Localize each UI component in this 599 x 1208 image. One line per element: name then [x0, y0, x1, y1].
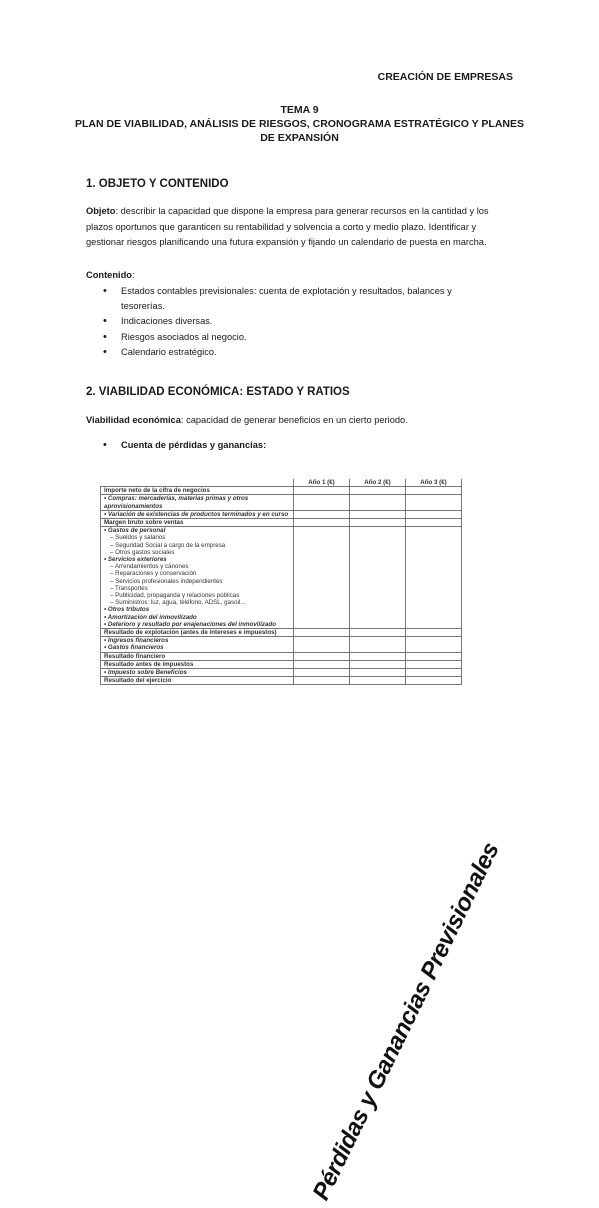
row-label: – Arrendamientos y cánones	[110, 563, 189, 571]
objeto-label: Objeto	[86, 206, 116, 216]
contenido-label: Contenido	[86, 270, 132, 280]
pyg-table	[100, 479, 462, 685]
table-row	[101, 495, 462, 510]
row-label: – Publicidad, propaganda y relaciones públicas	[110, 592, 240, 600]
column-header: Año 2 (€)	[350, 479, 406, 487]
row-label: Resultado del ejercicio	[101, 677, 294, 685]
column-header: Año 1 (€)	[294, 479, 350, 487]
table-row	[101, 660, 462, 668]
row-label: Resultado antes de impuestos	[101, 660, 294, 668]
row-label: • Impuesto sobre Beneficios	[101, 669, 294, 677]
table-row	[101, 677, 462, 685]
table-row	[101, 510, 462, 518]
pyg-table-image	[100, 479, 505, 1205]
table-header-row	[101, 479, 462, 487]
tema-heading	[0, 103, 599, 145]
row-label: Resultado de explotación (antes de intereses e impuestos)	[101, 629, 294, 637]
table-row	[101, 629, 462, 637]
contenido-colon: :	[131, 270, 135, 280]
viabilidad-text: : capacidad de generar beneficios en un cierto periodo.	[180, 415, 408, 425]
row-label: • Deterioro y resultado por enajenaciones del inmovilizado	[104, 620, 277, 628]
list-item	[103, 438, 503, 453]
row-label: • Amortización del inmovilizado	[104, 613, 197, 621]
row-group	[101, 527, 294, 629]
row-label: – Reparaciones y conservación	[110, 570, 197, 578]
course-header: CREACIÓN DE EMPRESAS	[377, 71, 513, 83]
tema-number: TEMA 9	[280, 104, 319, 116]
row-label: • Otros tributos	[104, 606, 150, 614]
row-label: • Servicios exteriores	[104, 556, 167, 564]
table-row	[101, 519, 462, 527]
pyg-stamp-text: Pérdidas y Ganancias Previsionales	[307, 838, 505, 1205]
viabilidad-label: Viabilidad económica	[86, 415, 181, 425]
list-item: • Riesgos asociados al negocio.	[103, 330, 503, 345]
contenido-label-line	[86, 268, 516, 284]
row-label: – Sueldos y salarios	[110, 534, 166, 542]
cuenta-pyg-label: Cuenta de pérdidas y ganancias:	[121, 440, 267, 450]
section2-list	[103, 438, 503, 453]
tema-title-line2: DE EXPANSIÓN	[260, 132, 339, 144]
row-label: Importe neto de la cifra de negocios	[101, 487, 294, 495]
table-row	[101, 637, 462, 652]
row-label: Margen bruto sobre ventas	[101, 519, 294, 527]
row-label: – Otros gastos sociales	[110, 548, 175, 556]
section2-heading: 2. VIABILIDAD ECONÓMICA: ESTADO Y RATIOS	[86, 386, 350, 398]
row-label: – Seguridad Social a cargo de la empresa	[110, 541, 226, 549]
row-label: • Gastos de personal	[104, 527, 166, 535]
row-label: – Suministros: luz, agua, teléfono, ADSL, gasoil...	[110, 599, 246, 607]
contenido-list	[103, 284, 503, 360]
tema-title-line1: PLAN DE VIABILIDAD, ANÁLISIS DE RIESGOS, CRONOGRAMA ESTRATÉGICO Y PLANES	[74, 118, 524, 130]
list-item: • Estados contables previsionales: cuenta de explotación y resultados, balances y tesorerías.	[103, 284, 503, 314]
table-row	[101, 652, 462, 660]
column-header: Año 3 (€)	[406, 479, 462, 487]
section1-heading: 1. OBJETO Y CONTENIDO	[86, 178, 229, 190]
row-label: Resultado financiero	[101, 652, 294, 660]
table-header-blank	[101, 479, 294, 487]
list-item: • Indicaciones diversas.	[103, 314, 503, 329]
row-label: – Servicios profesionales independientes	[110, 577, 223, 585]
row-label: – Transportes	[110, 584, 148, 592]
table-row	[101, 487, 462, 495]
table-row	[101, 669, 462, 677]
row-group	[101, 637, 294, 652]
row-label: • Compras: mercaderías, materias primas y otros aprovisionamientos	[101, 495, 294, 510]
row-label: • Variación de existencias de productos terminados y en curso	[101, 510, 294, 518]
objeto-text: : describir la capacidad que dispone la empresa para generar recursos en la cantidad y los plazos oportunos que garanticen su rentabilidad y solvencia a corto y medio plazo. Identificar y gestionar riesgos planificando una futura expansión y fijando un calendario de puesta en marcha.	[86, 206, 489, 248]
viabilidad-paragraph	[86, 413, 516, 429]
row-label: • Gastos financieros	[104, 644, 164, 652]
list-item: • Calendario estratégico.	[103, 345, 503, 360]
table-row	[101, 527, 462, 629]
objeto-paragraph	[86, 204, 516, 251]
row-label: • Ingresos financieros	[104, 637, 169, 645]
